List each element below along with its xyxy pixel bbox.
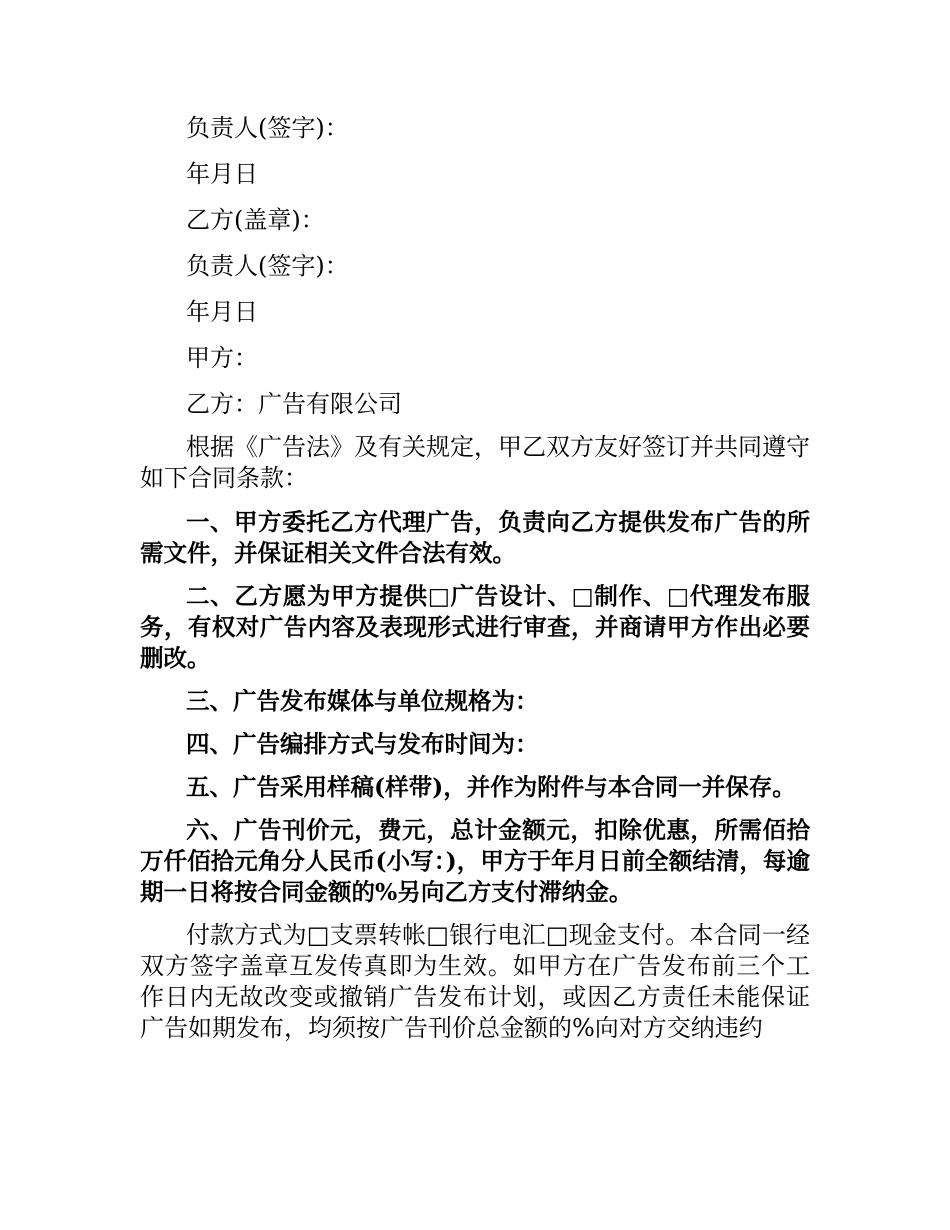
party-b-seal: 乙方(盖章)： xyxy=(186,206,325,234)
clause-5: 五、广告采用样稿(样带)，并作为附件与本合同一并保存。 xyxy=(186,773,796,801)
clause-6: 六、广告刊价元，费元，总计金额元，扣除优惠，所需佰拾万仟佰拾元角分人民币(小写：)，甲方于年月日前全额结清，每逾期一日将按合同金额的%另向乙方支付滞纳金。 xyxy=(140,816,810,906)
document-body xyxy=(140,110,810,1056)
party-b-date: 年月日 xyxy=(186,298,258,326)
clause-1: 一、甲方委托乙方代理广告，负责向乙方提供发布广告的所需文件，并保证相关文件合法有效。 xyxy=(140,508,810,567)
party-b-name: 乙方：广告有限公司 xyxy=(186,390,402,418)
party-a-name: 甲方： xyxy=(186,344,258,372)
party-a-date: 年月日 xyxy=(186,160,258,188)
payment-terms: 付款方式为□支票转帐□银行电汇□现金支付。本合同一经双方签字盖章互发传真即为生效。如甲方在广告发布前三个工作日内无故改变或撤销广告发布计划，或因乙方责任未能保证广告如期发布，均须按广告刊价总金额的%向对方交纳违约 xyxy=(140,921,810,1042)
party-a-representative-signature: 负责人(签字)： xyxy=(186,114,349,142)
clause-4: 四、广告编排方式与发布时间为： xyxy=(186,730,539,758)
clause-3: 三、广告发布媒体与单位规格为： xyxy=(186,687,539,715)
contract-intro: 根据《广告法》及有关规定，甲乙双方友好签订并共同遵守如下合同条款： xyxy=(140,433,810,492)
party-b-representative-signature: 负责人(签字)： xyxy=(186,252,349,280)
clause-2: 二、乙方愿为甲方提供□广告设计、□制作、□代理发布服务，有权对广告内容及表现形式进行审查，并商请甲方作出必要删改。 xyxy=(140,582,810,672)
